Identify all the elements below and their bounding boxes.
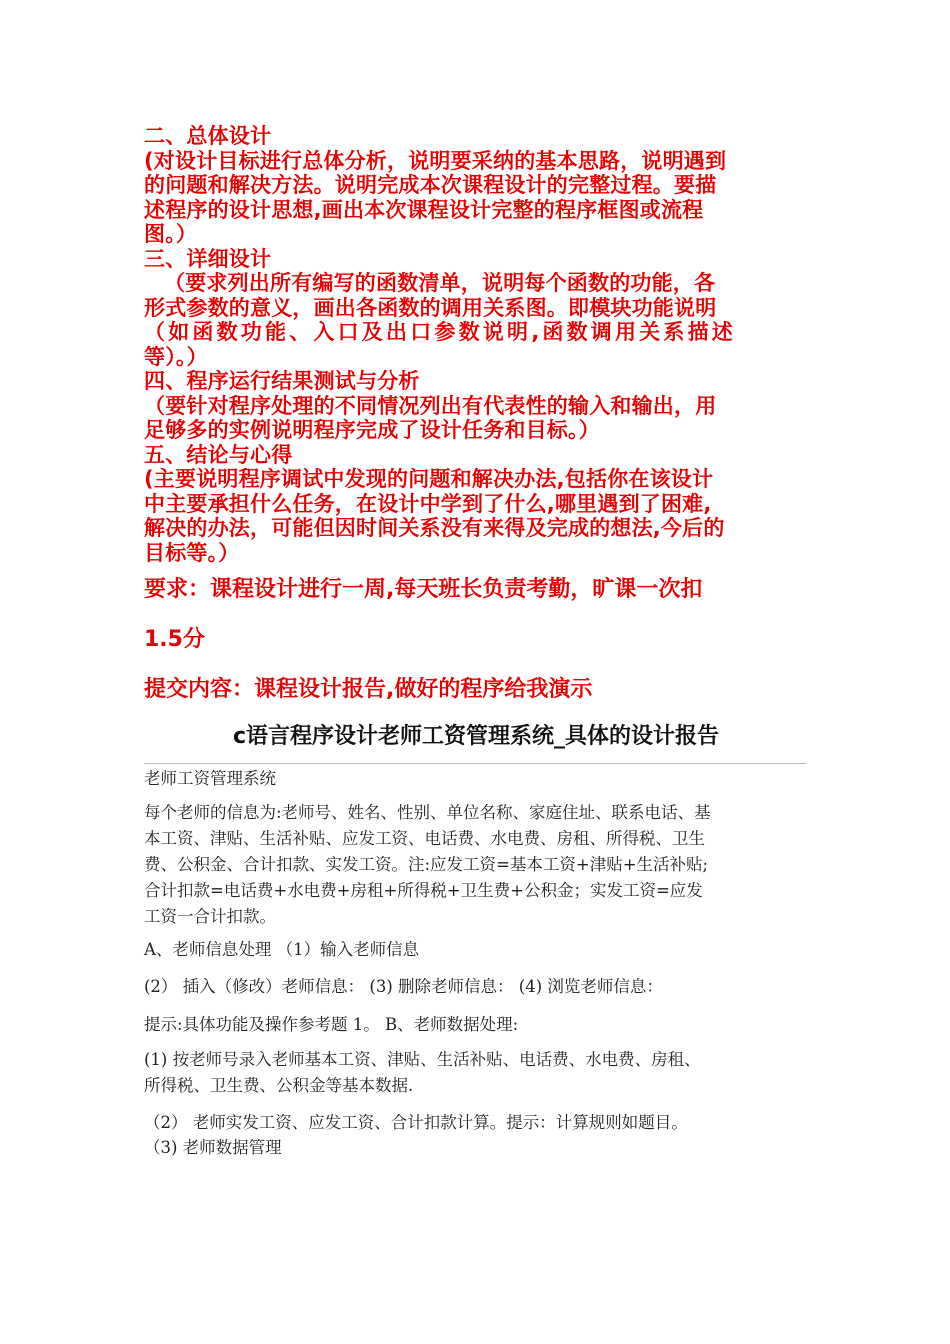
conclusion-text: 目标等。） <box>144 540 240 565</box>
detailed-design-text: （如函数功能、入口及出口参数说明,函数调用关系描述 <box>144 320 736 344</box>
overall-design-text: 图。） <box>144 222 198 246</box>
info-line: 合计扣款=电话费+水电费+房租+所得税+卫生费+公积金；实发工资=应发 <box>144 881 703 900</box>
test-analysis-text: （要针对程序处理的不同情况列出有代表性的输入和输出，用 <box>144 393 717 418</box>
requirement-deduction: 1.5分 <box>144 627 205 652</box>
overall-design-text: 述程序的设计思想,画出本次课程设计完整的程序框图或流程 <box>144 197 704 222</box>
info-line: 工资一合计扣款。 <box>144 907 276 926</box>
info-line: 本工资、津贴、生活补贴、应发工资、电话费、水电费、房租、所得税、卫生 <box>144 829 705 848</box>
info-line: 费、公积金、合计扣款、实发工资。注:应发工资=基本工资+津贴+生活补贴; <box>144 855 709 874</box>
conclusion-text: (主要说明程序调试中发现的问题和解决办法,包括你在该设计 <box>144 467 714 491</box>
overall-design-text: 的问题和解决方法。说明完成本次课程设计的完整过程。要描 <box>144 173 717 197</box>
info-line: 每个老师的信息为:老师号、姓名、性别、单位名称、家庭住址、联系电话、基 <box>144 803 711 822</box>
detailed-design-text: 等）。） <box>144 344 208 369</box>
report-title: c语言程序设计老师工资管理系统_具体的设计报告 <box>232 724 720 749</box>
items-text: (2） 插入（修改）老师信息： (3) 删除老师信息： (4) 浏览老师信息： <box>144 977 663 996</box>
conclusion-text: 解决的办法，可能但因时间关系没有来得及完成的想法,今后的 <box>144 516 725 540</box>
requirements-section <box>144 124 812 565</box>
section-b3 <box>144 1135 809 1161</box>
section-b1 <box>144 1047 809 1099</box>
section-a <box>144 937 809 963</box>
overall-design-text: (对设计目标进行总体分析，说明要采纳的基本思路，说明遇到 <box>144 148 727 173</box>
heading-conclusion: 五、结论与心得 <box>144 442 293 467</box>
section-b2 <box>144 1110 809 1136</box>
test-analysis-text: 足够多的实例说明程序完成了设计任务和目标。） <box>144 418 600 442</box>
b1-line: (1) 按老师号录入老师基本工资、津贴、生活补贴、电话费、水电费、房租、 <box>144 1050 701 1069</box>
detailed-design-text: （要求列出所有编写的函数清单，说明每个函数的功能，各 <box>164 271 716 295</box>
items-2-4 <box>144 974 809 1000</box>
section-a-text: A、老师信息处理 （1）输入老师信息 <box>144 940 420 959</box>
detailed-design-text: 形式参数的意义，画出各函数的调用关系图。即模块功能说明 <box>144 295 717 320</box>
b3-text: （3) 老师数据管理 <box>144 1138 282 1157</box>
heading-overall-design: 二、总体设计 <box>144 124 272 148</box>
heading-detailed-design: 三、详细设计 <box>144 246 272 271</box>
title-divider <box>144 763 806 764</box>
hint-b <box>144 1012 809 1038</box>
teacher-info-paragraph <box>144 800 809 930</box>
system-subtitle <box>144 766 809 792</box>
heading-test-analysis: 四、程序运行结果测试与分析 <box>144 369 420 393</box>
b1-line: 所得税、卫生费、公积金等基本数据. <box>144 1076 414 1095</box>
submission-text: 提交内容：课程设计报告,做好的程序给我演示 <box>144 677 593 702</box>
hint-b-text: 提示:具体功能及操作参考题 1。 B、老师数据处理: <box>144 1015 519 1034</box>
subtitle-text: 老师工资管理系统 <box>144 769 276 788</box>
b2-text: （2） 老师实发工资、应发工资、合计扣款计算。提示：计算规则如题目。 <box>144 1113 688 1132</box>
conclusion-text: 中主要承担什么任务，在设计中学到了什么,哪里遇到了困难, <box>144 491 712 516</box>
requirement-text: 要求：课程设计进行一周,每天班长负责考勤，旷课一次扣 <box>144 577 703 602</box>
